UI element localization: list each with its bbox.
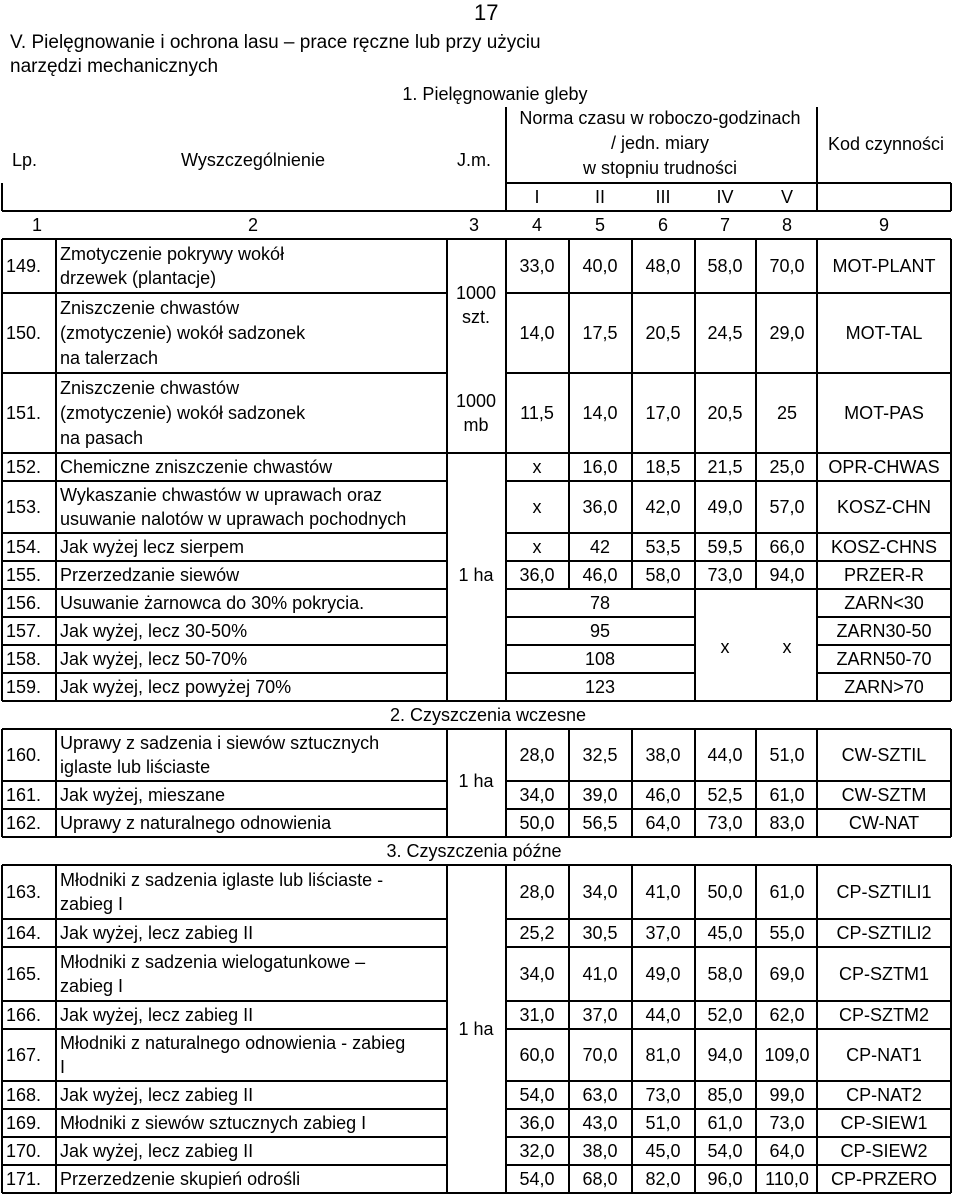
row-number: 162. — [6, 813, 42, 833]
header-degree: IV — [716, 187, 734, 207]
header-degree: I — [534, 187, 540, 207]
row-value: 36,0 — [519, 565, 555, 585]
row-value: 78 — [589, 593, 611, 613]
row-description: Usuwanie żarnowca do 30% pokrycia. — [60, 593, 365, 613]
row-number: 159. — [6, 677, 42, 697]
row-description: Przerzedzanie siewów — [60, 565, 240, 585]
row-number: 150. — [6, 323, 42, 343]
header-col-number: 1 — [31, 215, 43, 235]
row-number: 155. — [6, 565, 42, 585]
row-value: 21,5 — [707, 457, 743, 477]
row-value: 32,5 — [582, 745, 618, 765]
row-value: 14,0 — [519, 323, 555, 343]
row-value: 20,5 — [707, 403, 743, 423]
header-kod: Kod czynności — [827, 134, 945, 154]
row-description: Wykaszanie chwastów w uprawach oraz — [60, 485, 382, 505]
row-value: 52,0 — [707, 1005, 743, 1025]
row-value: 69,0 — [769, 964, 805, 984]
row-value: 32,0 — [519, 1141, 555, 1161]
row-number: 163. — [6, 882, 42, 902]
row-value: 36,0 — [519, 1113, 555, 1133]
row-value: 38,0 — [645, 745, 681, 765]
row-value: 99,0 — [769, 1085, 805, 1105]
row-description: Jak wyżej lecz sierpem — [60, 537, 245, 557]
row-description: Jak wyżej, lecz 50-70% — [60, 649, 248, 669]
row-value: 54,0 — [707, 1141, 743, 1161]
header-col-number: 8 — [781, 215, 793, 235]
row-value: 49,0 — [707, 497, 743, 517]
row-value: 40,0 — [582, 256, 618, 276]
row-description: na pasach — [60, 428, 144, 448]
row-value: 42 — [589, 537, 611, 557]
row-value: 46,0 — [582, 565, 618, 585]
section-title: 1. Pielęgnowanie gleby — [402, 84, 588, 104]
row-value: 63,0 — [582, 1085, 618, 1105]
row-value: 37,0 — [645, 923, 681, 943]
row-value: 109,0 — [764, 1045, 810, 1065]
row-value: 61,0 — [707, 1113, 743, 1133]
row-description: (zmotyczenie) wokół sadzonek — [60, 403, 306, 423]
row-value: 25,2 — [519, 923, 555, 943]
merged-x: x — [720, 637, 730, 657]
row-description: Młodniki z siewów sztucznych zabieg I — [60, 1113, 367, 1133]
row-value: 17,5 — [582, 323, 618, 343]
row-value: 20,5 — [645, 323, 681, 343]
header-col-number: 4 — [531, 215, 543, 235]
section-heading-line-1: V. Pielęgnowanie i ochrona lasu – prace ręczne lub przy użyciu — [10, 32, 541, 53]
row-number: 157. — [6, 621, 42, 641]
row-code: CW-SZTIL — [841, 745, 927, 765]
row-code: CP-SZTILI1 — [836, 882, 932, 902]
row-value: 85,0 — [707, 1085, 743, 1105]
row-code: MOT-PLANT — [832, 256, 936, 276]
row-value: 108 — [584, 649, 616, 669]
row-value: 94,0 — [769, 565, 805, 585]
row-description: Jak wyżej, lecz 30-50% — [60, 621, 248, 641]
row-code: OPR-CHWAS — [828, 457, 940, 477]
row-value: 25,0 — [769, 457, 805, 477]
row-value: 46,0 — [645, 785, 681, 805]
row-number: 158. — [6, 649, 42, 669]
row-description: Jak wyżej, lecz zabieg II — [60, 923, 254, 943]
row-unit: 1000 — [455, 391, 497, 411]
row-code: CP-SZTM2 — [839, 1005, 929, 1025]
merged-x: x — [782, 637, 792, 657]
row-description: Chemiczne zniszczenie chwastów — [60, 457, 333, 477]
row-value: 66,0 — [769, 537, 805, 557]
row-value: 83,0 — [769, 813, 805, 833]
row-value: 31,0 — [519, 1005, 555, 1025]
row-value: 58,0 — [645, 565, 681, 585]
row-description: I — [60, 1057, 66, 1077]
header-col-number: 3 — [468, 215, 480, 235]
row-value: 52,5 — [707, 785, 743, 805]
row-value: 45,0 — [707, 923, 743, 943]
row-description: na talerzach — [60, 348, 159, 368]
row-value: 29,0 — [769, 323, 805, 343]
header-col-number: 2 — [247, 215, 259, 235]
header-lp: Lp. — [12, 150, 38, 170]
row-value: 41,0 — [582, 964, 618, 984]
row-value: 50,0 — [707, 882, 743, 902]
row-value: 73,0 — [707, 813, 743, 833]
row-value: 58,0 — [707, 964, 743, 984]
row-value: 55,0 — [769, 923, 805, 943]
section-title: 2. Czyszczenia wczesne — [389, 705, 587, 725]
header-degree: III — [655, 187, 671, 207]
row-value: 81,0 — [645, 1045, 681, 1065]
row-code: ZARN30-50 — [836, 621, 932, 641]
row-value: 61,0 — [769, 785, 805, 805]
row-value: 70,0 — [769, 256, 805, 276]
row-value: 57,0 — [769, 497, 805, 517]
row-description: Jak wyżej, lecz zabieg II — [60, 1005, 254, 1025]
row-value: 24,5 — [707, 323, 743, 343]
header-col-number: 7 — [719, 215, 731, 235]
row-value: 51,0 — [645, 1113, 681, 1133]
row-description: drzewek (plantacje) — [60, 268, 217, 288]
row-number: 165. — [6, 964, 42, 984]
row-value: 54,0 — [519, 1085, 555, 1105]
header-degree: V — [780, 187, 794, 207]
section-heading-line-2: narzędzi mechanicznych — [10, 56, 219, 77]
row-value: 11,5 — [520, 403, 554, 423]
row-value: 48,0 — [645, 256, 681, 276]
row-unit: szt. — [461, 307, 491, 327]
header-jm: J.m. — [457, 150, 491, 170]
row-value: 42,0 — [645, 497, 681, 517]
row-code: CP-PRZERO — [830, 1169, 938, 1189]
row-code: CP-NAT1 — [846, 1045, 922, 1065]
row-number: 166. — [6, 1005, 42, 1025]
row-description: zabieg I — [60, 976, 124, 996]
row-number: 164. — [6, 923, 42, 943]
row-value: 38,0 — [582, 1141, 618, 1161]
row-description: zabieg I — [60, 894, 124, 914]
row-value: x — [532, 457, 542, 477]
row-value: 43,0 — [582, 1113, 618, 1133]
row-value: x — [532, 497, 542, 517]
row-unit: 1 ha — [458, 565, 494, 585]
row-value: 30,5 — [582, 923, 618, 943]
row-value: 37,0 — [582, 1005, 618, 1025]
row-value: 53,5 — [645, 537, 681, 557]
row-value: 39,0 — [582, 785, 618, 805]
row-unit: mb — [463, 415, 489, 435]
row-value: 34,0 — [582, 882, 618, 902]
row-code: KOSZ-CHNS — [830, 537, 938, 557]
header-degree: II — [594, 187, 606, 207]
row-number: 149. — [6, 256, 42, 276]
row-value: 14,0 — [582, 403, 618, 423]
row-number: 167. — [6, 1045, 42, 1065]
row-value: 123 — [584, 677, 616, 697]
row-description: Młodniki z sadzenia iglaste lub liściaste - — [60, 870, 384, 890]
row-value: 34,0 — [519, 964, 555, 984]
row-code: MOT-PAS — [844, 403, 924, 423]
row-description: Jak wyżej, lecz zabieg II — [60, 1141, 254, 1161]
row-value: 18,5 — [645, 457, 681, 477]
row-value: 56,5 — [582, 813, 618, 833]
row-description: Jak wyżej, lecz zabieg II — [60, 1085, 254, 1105]
header-col-number: 6 — [657, 215, 669, 235]
row-value: 73,0 — [707, 565, 743, 585]
header-col-number: 9 — [878, 215, 890, 235]
row-code: CP-SIEW1 — [840, 1113, 928, 1133]
row-value: 17,0 — [645, 403, 681, 423]
row-value: 64,0 — [769, 1141, 805, 1161]
row-unit: 1 ha — [458, 771, 494, 791]
row-description: Młodniki z naturalnego odnowienia - zabieg — [60, 1033, 406, 1053]
row-number: 160. — [6, 745, 42, 765]
header-col-number: 5 — [594, 215, 606, 235]
row-value: 64,0 — [645, 813, 681, 833]
row-description: iglaste lub liściaste — [60, 757, 211, 777]
row-value: 110,0 — [765, 1169, 809, 1189]
row-description: usuwanie nalotów w uprawach pochodnych — [60, 509, 407, 529]
row-description: Uprawy z naturalnego odnowienia — [60, 813, 332, 833]
row-value: 58,0 — [707, 256, 743, 276]
row-unit: 1000 — [455, 283, 497, 303]
header-norma: Norma czasu w roboczo-godzinach — [519, 108, 801, 128]
header-norma: w stopniu trudności — [582, 158, 738, 178]
row-number: 161. — [6, 785, 42, 805]
header-desc: Wyszczególnienie — [181, 150, 325, 170]
row-number: 168. — [6, 1085, 42, 1105]
row-number: 154. — [6, 537, 42, 557]
row-value: 96,0 — [707, 1169, 743, 1189]
row-number: 156. — [6, 593, 42, 613]
row-value: 62,0 — [769, 1005, 805, 1025]
row-value: 44,0 — [707, 745, 743, 765]
row-code: CP-SZTM1 — [839, 964, 929, 984]
row-value: 95 — [589, 621, 611, 641]
row-number: 171. — [6, 1169, 42, 1189]
row-value: 54,0 — [519, 1169, 555, 1189]
row-code: MOT-TAL — [845, 323, 923, 343]
row-value: 70,0 — [582, 1045, 618, 1065]
row-value: 33,0 — [519, 256, 555, 276]
row-number: 169. — [6, 1113, 42, 1133]
row-number: 170. — [6, 1141, 42, 1161]
row-number: 153. — [6, 497, 42, 517]
row-code: CP-SIEW2 — [840, 1141, 928, 1161]
row-description: Jak wyżej, lecz powyżej 70% — [60, 677, 292, 697]
row-value: 49,0 — [645, 964, 681, 984]
row-code: ZARN50-70 — [836, 649, 932, 669]
row-value: 41,0 — [645, 882, 681, 902]
row-value: 45,0 — [645, 1141, 681, 1161]
row-code: KOSZ-CHN — [837, 497, 931, 517]
row-description: Zmotyczenie pokrywy wokół — [60, 244, 285, 264]
section-title: 3. Czyszczenia późne — [386, 841, 562, 861]
row-value: 68,0 — [582, 1169, 618, 1189]
row-description: Przerzedzenie skupień odrośli — [60, 1169, 301, 1189]
row-value: 73,0 — [645, 1085, 681, 1105]
row-description: Zniszczenie chwastów — [60, 378, 240, 398]
row-value: 82,0 — [645, 1169, 681, 1189]
row-value: x — [532, 537, 542, 557]
row-value: 25 — [776, 403, 798, 423]
row-value: 36,0 — [582, 497, 618, 517]
page-number: 17 — [474, 0, 499, 25]
row-code: ZARN>70 — [844, 677, 924, 697]
row-description: Jak wyżej, mieszane — [60, 785, 226, 805]
row-value: 28,0 — [519, 882, 555, 902]
row-description: Zniszczenie chwastów — [60, 298, 240, 318]
row-value: 61,0 — [769, 882, 805, 902]
row-code: CW-NAT — [848, 813, 920, 833]
row-unit: 1 ha — [458, 1019, 494, 1039]
row-value: 51,0 — [769, 745, 805, 765]
row-value: 59,5 — [707, 537, 743, 557]
row-code: ZARN<30 — [844, 593, 924, 613]
row-code: CP-SZTILI2 — [836, 923, 932, 943]
row-number: 152. — [6, 457, 42, 477]
row-value: 44,0 — [645, 1005, 681, 1025]
row-code: CP-NAT2 — [846, 1085, 922, 1105]
row-value: 34,0 — [519, 785, 555, 805]
row-number: 151. — [6, 403, 42, 423]
row-description: (zmotyczenie) wokół sadzonek — [60, 323, 306, 343]
row-code: PRZER-R — [844, 565, 924, 585]
row-value: 50,0 — [519, 813, 555, 833]
row-code: CW-SZTM — [841, 785, 927, 805]
row-value: 28,0 — [519, 745, 555, 765]
row-value: 16,0 — [582, 457, 618, 477]
row-description: Młodniki z sadzenia wielogatunkowe – — [60, 952, 366, 972]
row-value: 73,0 — [769, 1113, 805, 1133]
row-description: Uprawy z sadzenia i siewów sztucznych — [60, 733, 380, 753]
row-value: 94,0 — [707, 1045, 743, 1065]
header-norma: / jedn. miary — [610, 133, 710, 153]
row-value: 60,0 — [519, 1045, 555, 1065]
